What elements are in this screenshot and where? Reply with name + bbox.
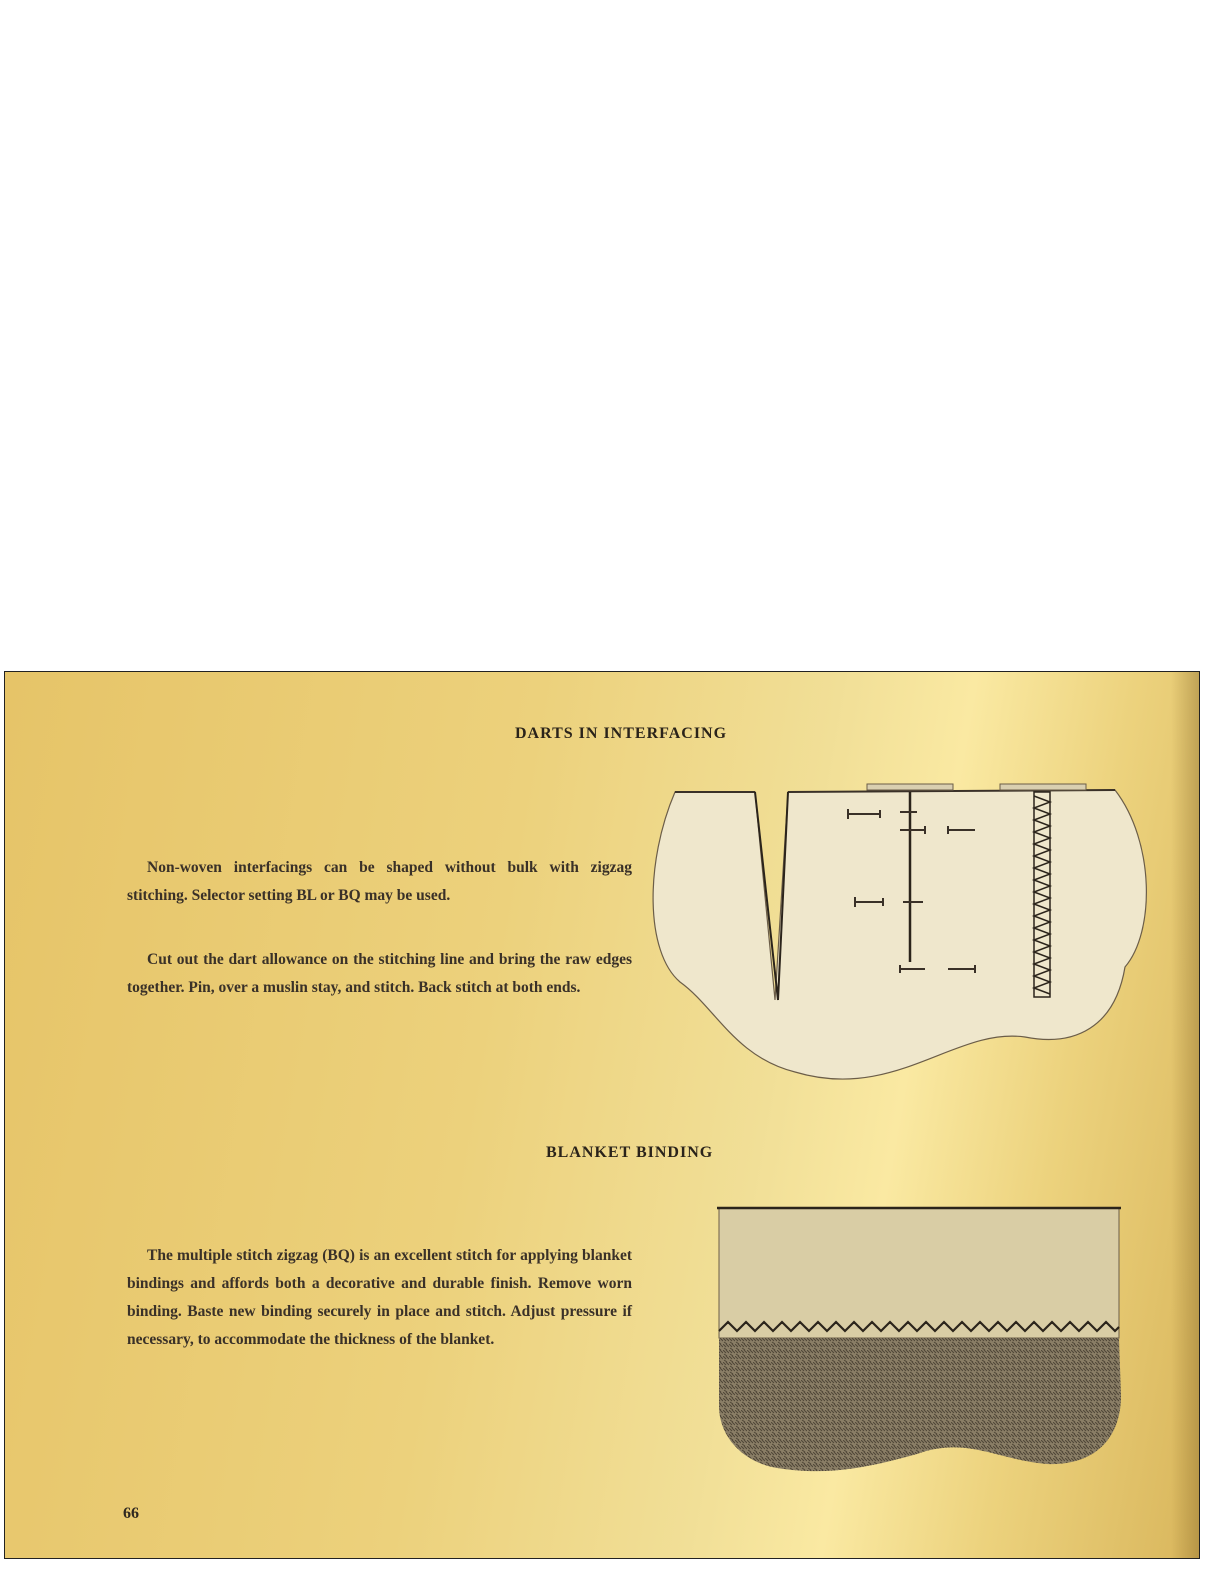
page-number: 66 [123,1505,139,1522]
manual-page [4,671,1200,1559]
paragraph-darts-instructions: Cut out the dart allowance on the stitching line and bring the raw edges together. Pin, over a muslin stay, and stitch. Back stitch at both ends. [127,951,632,996]
heading-darts-in-interfacing: DARTS IN INTERFACING [515,725,728,742]
paragraph-darts-intro: Non-woven interfacings can be shaped without bulk with zigzag stitching. Selector setting BL or BQ may be used. [127,859,632,904]
heading-blanket-binding: BLANKET BINDING [546,1144,714,1161]
darts-illustration [645,772,1165,1102]
paragraph-blanket-binding: The multiple stitch zigzag (BQ) is an excellent stitch for applying blanket bindings and affords both a decorative and durable finish. Remove worn binding. Baste new binding securely in place and stitch. Adjust pressure if necessary, to accommodate the thickness of the blanket. [127,1247,632,1348]
page-edge-shadow [1171,672,1199,1558]
blanket-binding-illustration [717,1206,1127,1486]
interfacing-piece [653,790,1146,1079]
binding-strip [719,1208,1119,1338]
muslin-stay-tab-right [1000,784,1086,790]
blanket-fabric [719,1338,1121,1471]
muslin-stay-tab [867,784,953,790]
